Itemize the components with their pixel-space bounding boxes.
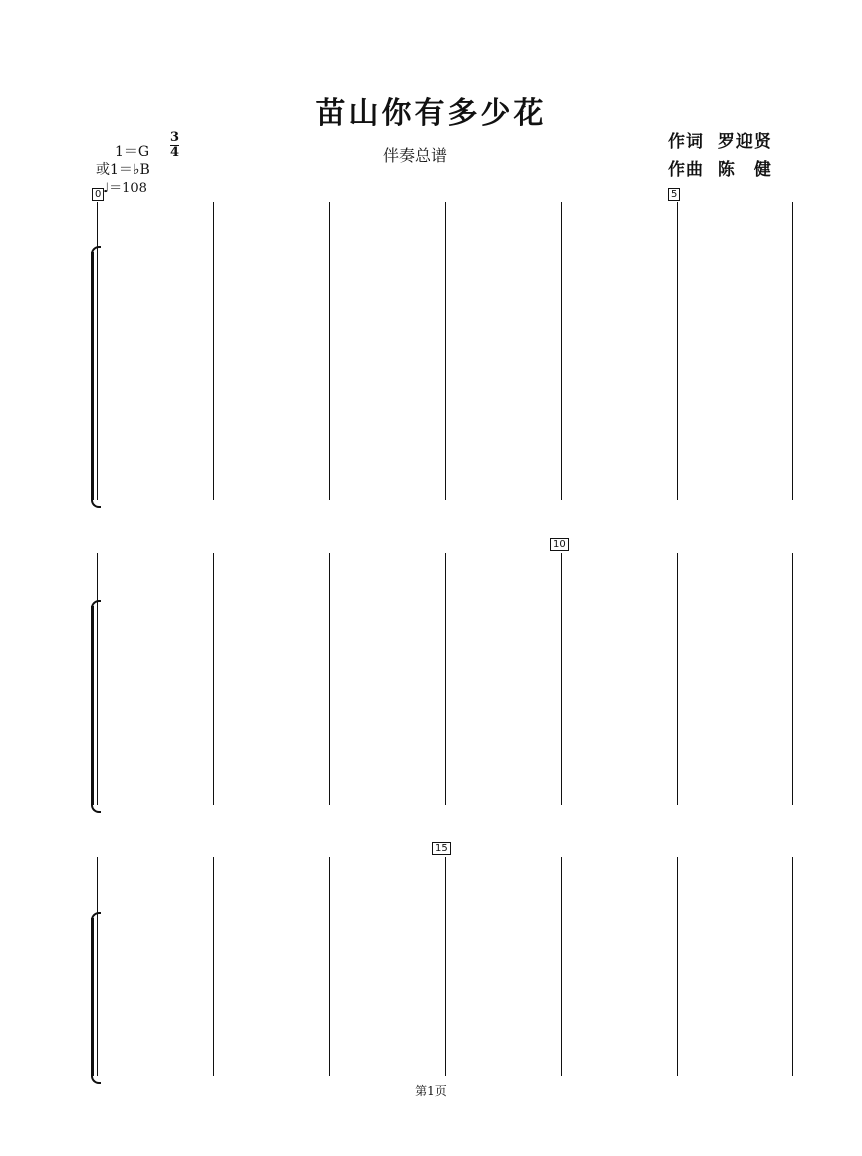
- system1-barline: [445, 202, 446, 500]
- system2-barline: [445, 553, 446, 805]
- system3-bracket: [91, 918, 94, 1076]
- system1-barline: [329, 202, 330, 500]
- system3-barline: [213, 857, 214, 1076]
- system2-barline: [97, 553, 98, 805]
- key-signature: 1＝G: [115, 144, 150, 160]
- system1-bracket: [91, 252, 94, 500]
- credits: [668, 128, 772, 184]
- system1-barline: [792, 202, 793, 500]
- page-number: 第1页: [415, 1084, 447, 1098]
- rehearsal-mark-10: 10: [550, 538, 569, 551]
- tempo-mark: ♩＝108: [103, 181, 147, 196]
- system3-barline: [792, 857, 793, 1076]
- system1-barline: [213, 202, 214, 500]
- system3-barline: [445, 857, 446, 1076]
- system2-bracket-bottom: [91, 805, 101, 813]
- system2-barline: [561, 553, 562, 805]
- system3-barline: [329, 857, 330, 1076]
- system1-bracket-top: [91, 246, 101, 254]
- system3-barline: [677, 857, 678, 1076]
- system2-barline: [792, 553, 793, 805]
- lyricist-line: 作词 罗迎贤: [668, 132, 772, 152]
- system2-barline: [213, 553, 214, 805]
- system3-barline: [561, 857, 562, 1076]
- system2-barline: [329, 553, 330, 805]
- system2-bracket-top: [91, 600, 101, 608]
- system2-barline: [677, 553, 678, 805]
- key-signature-alt: 或1＝♭B: [96, 162, 150, 178]
- score-title: 苗山你有多少花: [315, 96, 547, 131]
- composer-line: 作曲 陈 健: [668, 160, 772, 180]
- system1-barline: [677, 202, 678, 500]
- system1-barline: [561, 202, 562, 500]
- rehearsal-mark-15: 15: [432, 842, 451, 855]
- time-signature: 3 4: [170, 130, 180, 160]
- rehearsal-mark-0: 0: [92, 188, 104, 201]
- system1-bracket-bottom: [91, 500, 101, 508]
- rehearsal-mark-5: 5: [668, 188, 680, 201]
- score-subtitle: 伴奏总谱: [382, 146, 447, 165]
- system3-barline: [97, 857, 98, 1076]
- system3-bracket-top: [91, 912, 101, 920]
- system2-bracket: [91, 606, 94, 805]
